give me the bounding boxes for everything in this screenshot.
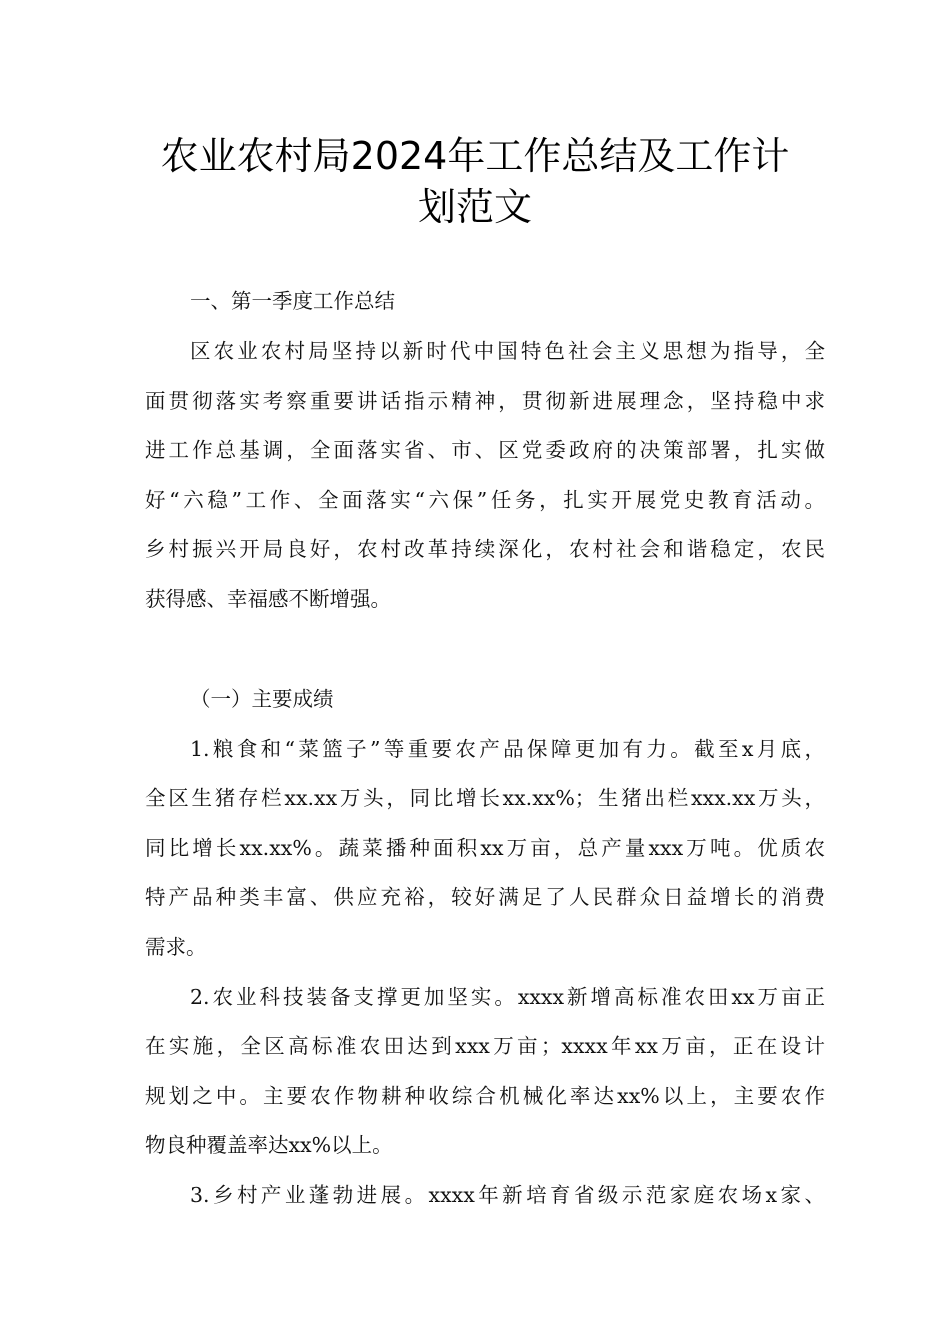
intro-line-5: 乡村振兴开局良好，农村改革持续深化，农村社会和谐稳定，农民 <box>145 537 825 561</box>
item2-line-3: 规划之中。主要农作物耕种收综合机械化率达xx%以上，主要农作 <box>145 1084 825 1108</box>
item3-line-1: 3.乡村产业蓬勃进展。xxxx年新培育省级示范家庭农场x家、 <box>190 1183 825 1207</box>
item2-line-4: 物良种覆盖率达xx%以上。 <box>145 1133 393 1157</box>
subsection-heading: （一）主要成绩 <box>190 687 334 711</box>
intro-line-2: 面贯彻落实考察重要讲话指示精神，贯彻新进展理念，坚持稳中求 <box>145 389 825 413</box>
item1-line-4: 特产品种类丰富、供应充裕，较好满足了人民群众日益增长的消费 <box>145 885 825 909</box>
item1-line-3: 同比增长xx.xx%。蔬菜播种面积xx万亩，总产量xxx万吨。优质农 <box>145 836 825 860</box>
intro-line-1: 区农业农村局坚持以新时代中国特色社会主义思想为指导，全 <box>190 339 825 363</box>
document-title-line-1: 农业农村局2024年工作总结及工作计 <box>160 134 790 178</box>
item1-line-1: 1.粮食和“菜篮子”等重要农产品保障更加有力。截至x月底， <box>190 737 825 761</box>
item2-line-1: 2.农业科技装备支撑更加坚实。xxxx新增高标准农田xx万亩正 <box>190 985 825 1009</box>
document-title-line-2: 划范文 <box>417 185 532 229</box>
item1-line-2: 全区生猪存栏xx.xx万头，同比增长xx.xx%；生猪出栏xxx.xx万头， <box>145 786 825 810</box>
item1-line-5: 需求。 <box>145 935 207 959</box>
section-heading: 一、第一季度工作总结 <box>190 289 395 313</box>
intro-line-3: 进工作总基调，全面落实省、市、区党委政府的决策部署，扎实做 <box>145 438 825 462</box>
intro-line-6: 获得感、幸福感不断增强。 <box>145 587 391 611</box>
item2-line-2: 在实施，全区高标准农田达到xxx万亩；xxxx年xx万亩，正在设计 <box>145 1034 825 1058</box>
intro-line-4: 好“六稳”工作、全面落实“六保”任务，扎实开展党史教育活动。 <box>145 488 825 512</box>
